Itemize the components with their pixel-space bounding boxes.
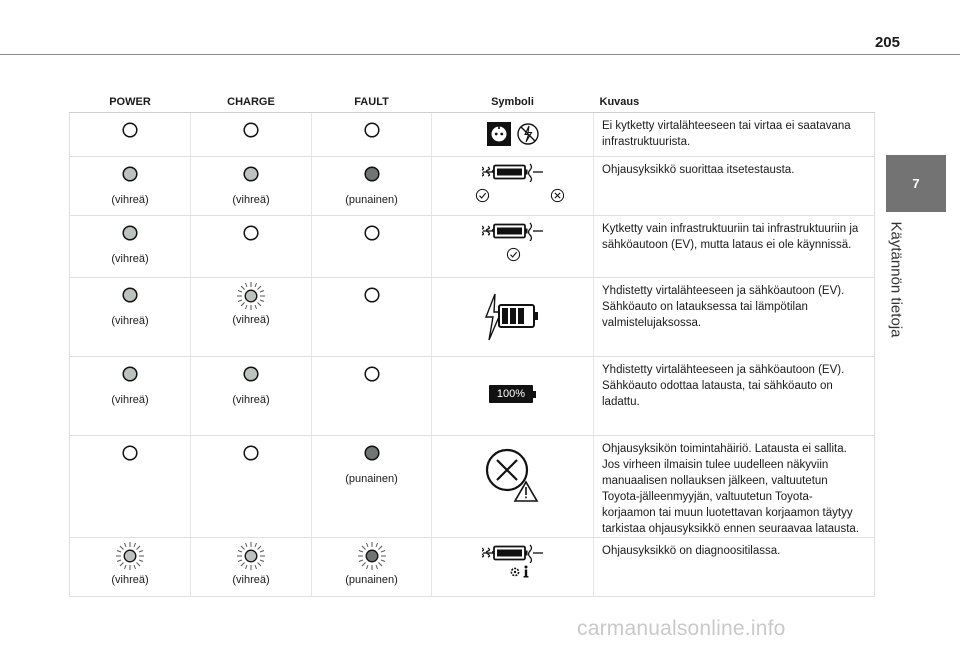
indicator-table — [69, 92, 875, 597]
fault-cell — [312, 216, 432, 278]
table-row — [70, 538, 875, 597]
fault-cell — [312, 157, 432, 216]
table-row — [70, 216, 875, 278]
table-row — [70, 113, 875, 157]
no-power-outlet-icon — [483, 119, 543, 149]
fault-warning-icon — [483, 446, 543, 506]
header-rule — [0, 54, 960, 55]
description-cell: Yhdistetty virtalähteeseen ja sähköautoon (EV). Sähköauto odottaa latausta, tai sähköauto on ladattu. — [594, 357, 875, 436]
header-symbol: Symboli — [432, 92, 594, 113]
power-cell — [70, 157, 191, 216]
fault-caption: (punainen) — [345, 574, 398, 586]
indicator-off-icon — [120, 120, 140, 140]
self-test-marks — [446, 183, 593, 203]
symbol-cell — [432, 216, 594, 278]
table-header — [70, 92, 875, 113]
description-cell: Ohjausyksikkö on diagnoositilassa. — [594, 538, 875, 597]
charge-cell — [191, 436, 312, 538]
check-circle-icon — [506, 247, 521, 262]
description-cell: Ohjausyksikön toimintahäiriö. Latausta ei sallita. Jos virheen ilmaisin tulee uudelleen näkyviin manuaalisen nollauksen jälkeen, valtuutetun Toyota-jälleenmyyjän, valtuutetun Toyota-korjaamon tai muun luotettavan korjaamon täytyy tarkistaa ohjausyksikkö ennen seuraavaa latausta. — [594, 436, 875, 538]
charge-caption: (vihreä) — [232, 574, 270, 586]
symbol-cell — [432, 157, 594, 216]
indicator-green-blinking-icon — [236, 281, 266, 311]
indicator-green-icon — [120, 223, 140, 243]
fault-cell — [312, 538, 432, 597]
x-circle-icon — [550, 188, 565, 203]
chapter-tab — [886, 155, 946, 212]
header-fault: FAULT — [312, 92, 432, 113]
symbol-cell — [432, 278, 594, 357]
indicator-red-blinking-icon — [357, 541, 387, 571]
fault-cell — [312, 357, 432, 436]
symbol-cell — [432, 436, 594, 538]
charge-cell — [191, 113, 312, 157]
header-description: Kuvaus — [594, 92, 875, 113]
description-cell: Ei kytketty virtalähteeseen tai virtaa ei saatavana infrastruktuurista. — [594, 113, 875, 157]
indicator-off-icon — [241, 223, 261, 243]
table-row — [70, 357, 875, 436]
charge-cell — [191, 357, 312, 436]
fault-caption: (punainen) — [345, 473, 398, 485]
table-row — [70, 278, 875, 357]
indicator-green-icon — [241, 164, 261, 184]
fault-cell — [312, 436, 432, 538]
fault-cell — [312, 278, 432, 357]
chapter-label — [884, 215, 908, 343]
indicator-off-icon — [362, 223, 382, 243]
indicator-green-icon — [120, 285, 140, 305]
description-cell: Yhdistetty virtalähteeseen ja sähköautoon (EV). Sähköauto on latauksessa tai lämpötilan valmistelujaksossa. — [594, 278, 875, 357]
indicator-off-icon — [241, 443, 261, 463]
header-power: POWER — [70, 92, 191, 113]
indicator-green-blinking-icon — [115, 541, 145, 571]
check-circle-icon — [475, 188, 490, 203]
power-caption: (vihreä) — [111, 194, 149, 206]
battery-terminal — [533, 391, 536, 398]
charge-caption: (vihreä) — [232, 394, 270, 406]
diagnostic-icon — [509, 564, 533, 578]
indicator-off-icon — [241, 120, 261, 140]
fault-caption: (punainen) — [345, 194, 398, 206]
fault-cell — [312, 113, 432, 157]
indicator-off-icon — [362, 285, 382, 305]
table-row — [70, 157, 875, 216]
charge-cell — [191, 157, 312, 216]
power-cell — [70, 216, 191, 278]
description-cell: Ohjausyksikkö suorittaa itsetestausta. — [594, 157, 875, 216]
description-cell: Kytketty vain infrastruktuuriin tai infrastruktuuriin ja sähköautoon (EV), mutta lataus ei ole käynnissä. — [594, 216, 875, 278]
power-cell — [70, 278, 191, 357]
indicator-green-blinking-icon — [236, 541, 266, 571]
power-cell — [70, 436, 191, 538]
chapter-title: Käytännön tietoja — [887, 221, 905, 337]
charge-cell — [191, 278, 312, 357]
watermark: carmanualsonline.info — [577, 617, 786, 640]
symbol-cell — [432, 113, 594, 157]
indicator-red-icon — [362, 164, 382, 184]
power-caption: (vihreä) — [111, 315, 149, 327]
indicator-off-icon — [362, 364, 382, 384]
plug-battery-icon — [482, 543, 544, 563]
plug-battery-icon — [482, 162, 544, 182]
connected-mark — [434, 242, 593, 262]
charge-cell — [191, 538, 312, 597]
symbol-cell — [432, 538, 594, 597]
indicator-green-icon — [120, 364, 140, 384]
battery-level-label: 100% — [489, 385, 533, 403]
power-caption: (vihreä) — [111, 394, 149, 406]
power-caption: (vihreä) — [111, 253, 149, 265]
chapter-number: 7 — [912, 176, 920, 191]
power-cell — [70, 113, 191, 157]
full-battery-icon — [432, 385, 593, 403]
indicator-red-icon — [362, 443, 382, 463]
power-cell — [70, 538, 191, 597]
indicator-green-icon — [120, 164, 140, 184]
indicator-green-icon — [241, 364, 261, 384]
table-row — [70, 436, 875, 538]
charging-battery-icon — [483, 292, 543, 342]
indicator-off-icon — [362, 120, 382, 140]
plug-battery-icon — [482, 221, 544, 241]
page-number: 205 — [874, 34, 900, 51]
header-charge: CHARGE — [191, 92, 312, 113]
charge-caption: (vihreä) — [232, 194, 270, 206]
symbol-cell — [432, 357, 594, 436]
power-caption: (vihreä) — [111, 574, 149, 586]
charge-caption: (vihreä) — [232, 314, 270, 326]
power-cell — [70, 357, 191, 436]
charge-cell — [191, 216, 312, 278]
indicator-off-icon — [120, 443, 140, 463]
